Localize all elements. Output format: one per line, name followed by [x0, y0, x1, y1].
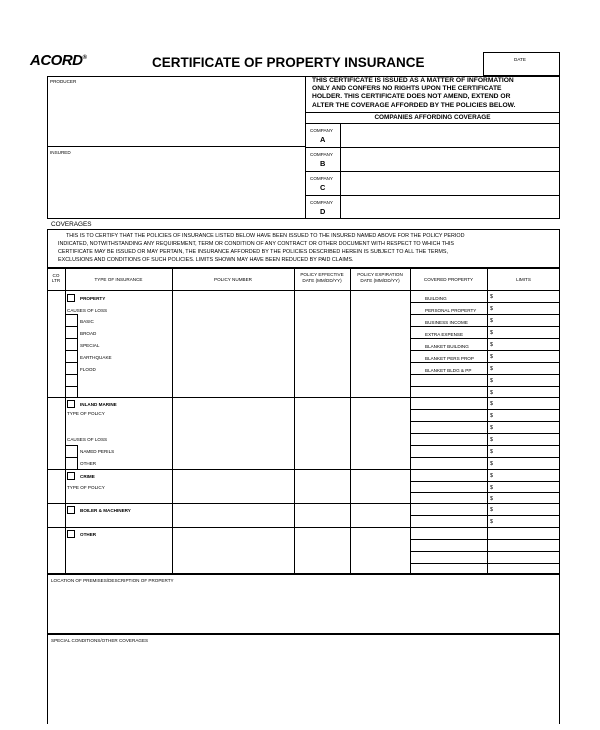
limit-dollar-2: $ — [490, 306, 493, 312]
insured-field[interactable] — [48, 157, 304, 218]
company-label-b: COMPANY — [310, 152, 333, 157]
company-b-field[interactable] — [341, 148, 559, 170]
covered-building: BUILDING — [425, 296, 447, 301]
company-letter-a: A — [320, 135, 326, 144]
cause-flood: FLOOD — [80, 367, 96, 372]
company-c-field[interactable] — [341, 172, 559, 194]
limit-dollar-17: $ — [490, 485, 493, 491]
cause-broad: BROAD — [80, 331, 97, 336]
limit-dollar-4: $ — [490, 330, 493, 336]
coverages-label: COVERAGES — [51, 221, 92, 228]
crime-type-of-policy: TYPE OF POLICY — [67, 485, 105, 490]
other-policy-number-field[interactable] — [173, 528, 293, 573]
header-ltr: LTR — [51, 278, 61, 283]
header-expiration-date — [350, 272, 410, 284]
covered-personal-property: PERSONAL PROPERTY — [425, 308, 477, 313]
notice-line-2: ONLY AND CONFERS NO RIGHTS UPON THE CERTIFICATE — [312, 85, 502, 93]
header-effective-1: POLICY EFFECTIVE — [300, 272, 344, 277]
limit-dollar-8: $ — [490, 378, 493, 384]
cause-special: SPECIAL — [80, 343, 100, 348]
inland-marine-checkbox[interactable] — [67, 400, 75, 408]
property-heading: PROPERTY — [80, 296, 106, 301]
header-expiration-1: POLICY EXPIRATION — [357, 272, 403, 277]
limit-dollar-19: $ — [490, 507, 493, 513]
header-type-of-insurance: TYPE OF INSURANCE — [94, 277, 143, 282]
coverages-line-1: THIS IS TO CERTIFY THAT THE POLICIES OF INSURANCE LISTED BELOW HAVE BEEN ISSUED TO THE INSURED NAMED ABOVE FOR THE POLICY PERIOD — [66, 233, 465, 239]
date-label: DATE — [514, 57, 526, 62]
location-box[interactable] — [47, 574, 560, 634]
company-label-d: COMPANY — [310, 200, 333, 205]
limit-dollar-9: $ — [490, 390, 493, 396]
header-expiration-2: DATE (MM/DD/YY) — [360, 278, 400, 283]
boiler-machinery-heading: BOILER & MACHINERY — [80, 508, 131, 513]
limit-dollar-14: $ — [490, 449, 493, 455]
document-title: CERTIFICATE OF PROPERTY INSURANCE — [152, 55, 425, 70]
property-causes-of-loss: CAUSES OF LOSS — [67, 308, 108, 313]
limit-dollar-1: $ — [490, 294, 493, 300]
producer-label: PRODUCER — [50, 79, 77, 84]
limit-dollar-15: $ — [490, 461, 493, 467]
crime-heading: CRIME — [80, 474, 95, 479]
other-coverage-heading: OTHER — [80, 532, 97, 537]
notice-line-1: THIS CERTIFICATE IS ISSUED AS A MATTER OF INFORMATION — [312, 77, 514, 84]
notice-line-3: HOLDER. THIS CERTIFICATE DOES NOT AMEND, EXTEND OR — [312, 93, 511, 101]
earthquake-checkbox[interactable] — [66, 351, 76, 361]
limit-dollar-16: $ — [490, 473, 493, 479]
crime-policy-number-field[interactable] — [173, 470, 293, 502]
company-label-a: COMPANY — [310, 128, 333, 133]
location-label: LOCATION OF PREMISES/DESCRIPTION OF PROPERTY — [51, 578, 174, 583]
company-letter-d: D — [320, 207, 326, 216]
notice-line-4: ALTER THE COVERAGE AFFORDED BY THE POLICIES BELOW. — [312, 101, 516, 109]
header-covered-property: COVERED PROPERTY — [423, 277, 474, 282]
special-conditions-label: SPECIAL CONDITIONS/OTHER COVERAGES — [51, 638, 149, 643]
boiler-policy-number-field[interactable] — [173, 504, 293, 526]
limit-dollar-13: $ — [490, 437, 493, 443]
limit-dollar-20: $ — [490, 519, 493, 525]
property-policy-number-field[interactable] — [173, 291, 293, 396]
special-conditions-box[interactable] — [47, 634, 560, 724]
named-perils-checkbox[interactable] — [66, 446, 76, 456]
company-letter-c: C — [320, 183, 326, 192]
boiler-machinery-checkbox[interactable] — [67, 506, 75, 514]
insured-label: INSURED — [50, 150, 71, 155]
limit-dollar-7: $ — [490, 366, 493, 372]
acord-logo — [30, 52, 86, 69]
other-perils-checkbox[interactable] — [66, 458, 76, 468]
company-letter-b: B — [320, 159, 326, 168]
certificate-notice — [312, 77, 556, 110]
company-a-field[interactable] — [341, 124, 559, 146]
cause-basic: BASIC — [80, 319, 94, 324]
limit-dollar-5: $ — [490, 342, 493, 348]
companies-heading: COMPANIES AFFORDING COVERAGE — [374, 114, 491, 121]
cause-earthquake: EARTHQUAKE — [80, 355, 112, 360]
covered-business-income: BUSINESS INCOME — [425, 320, 468, 325]
limit-dollar-12: $ — [490, 425, 493, 431]
coverages-line-2: INDICATED, NOTWITHSTANDING ANY REQUIREMENT, TERM OR CONDITION OF ANY CONTRACT OR OTHER DOCUMENT WITH RESPECT TO WHICH THIS — [58, 241, 455, 247]
header-co-ltr — [47, 273, 65, 283]
basic-checkbox[interactable] — [66, 315, 76, 325]
inland-marine-causes-of-loss: CAUSES OF LOSS — [67, 437, 108, 442]
property-expiration-date-field[interactable] — [351, 291, 409, 396]
cause-named-perils: NAMED PERILS — [80, 449, 115, 454]
date-box[interactable] — [483, 52, 560, 76]
producer-field[interactable] — [48, 86, 304, 145]
covered-blanket-building: BLANKET BUILDING — [425, 344, 469, 349]
coverages-line-4: EXCLUSIONS AND CONDITIONS OF SUCH POLICIES. LIMITS SHOWN MAY HAVE BEEN REDUCED BY PAID CLAIMS. — [58, 257, 354, 263]
special-checkbox[interactable] — [66, 339, 76, 349]
header-effective-date — [294, 272, 350, 284]
acord-logo-text: ACORD — [30, 52, 83, 69]
limit-dollar-11: $ — [490, 413, 493, 419]
inland-marine-policy-number-field[interactable] — [173, 398, 293, 468]
header-policy-number: POLICY NUMBER — [214, 277, 252, 282]
company-d-field[interactable] — [341, 196, 559, 218]
covered-extra-expense: EXTRA EXPENSE — [425, 332, 464, 337]
cause-other: OTHER — [80, 461, 97, 466]
other-coverage-checkbox[interactable] — [67, 530, 75, 538]
registered-mark: ® — [82, 55, 87, 61]
limit-dollar-10: $ — [490, 401, 493, 407]
inland-marine-type-of-policy: TYPE OF POLICY — [67, 411, 105, 416]
header-co: CO — [52, 273, 60, 278]
header-limits: LIMITS — [516, 277, 531, 282]
property-checkbox[interactable] — [67, 294, 75, 302]
limit-dollar-3: $ — [490, 318, 493, 324]
coverages-line-3: CERTIFICATE MAY BE ISSUED OR MAY PERTAIN, THE INSURANCE AFFORDED BY THE POLICIES DESCRIBED HEREIN IS SUBJECT TO ALL THE TERMS, — [58, 249, 449, 255]
covered-blanket-bldg-pp: BLANKET BLDG & PP — [425, 368, 472, 373]
covered-blanket-pers-prop: BLANKET PERS PROP — [425, 356, 474, 361]
limit-dollar-6: $ — [490, 354, 493, 360]
limit-dollar-18: $ — [490, 496, 493, 502]
header-effective-2: DATE (MM/DD/YY) — [302, 278, 342, 283]
property-effective-date-field[interactable] — [295, 291, 349, 396]
broad-checkbox[interactable] — [66, 327, 76, 337]
inland-marine-heading: INLAND MARINE — [80, 402, 117, 407]
flood-checkbox[interactable] — [66, 363, 76, 373]
coverages-text — [58, 232, 554, 264]
crime-checkbox[interactable] — [67, 472, 75, 480]
company-label-c: COMPANY — [310, 176, 333, 181]
